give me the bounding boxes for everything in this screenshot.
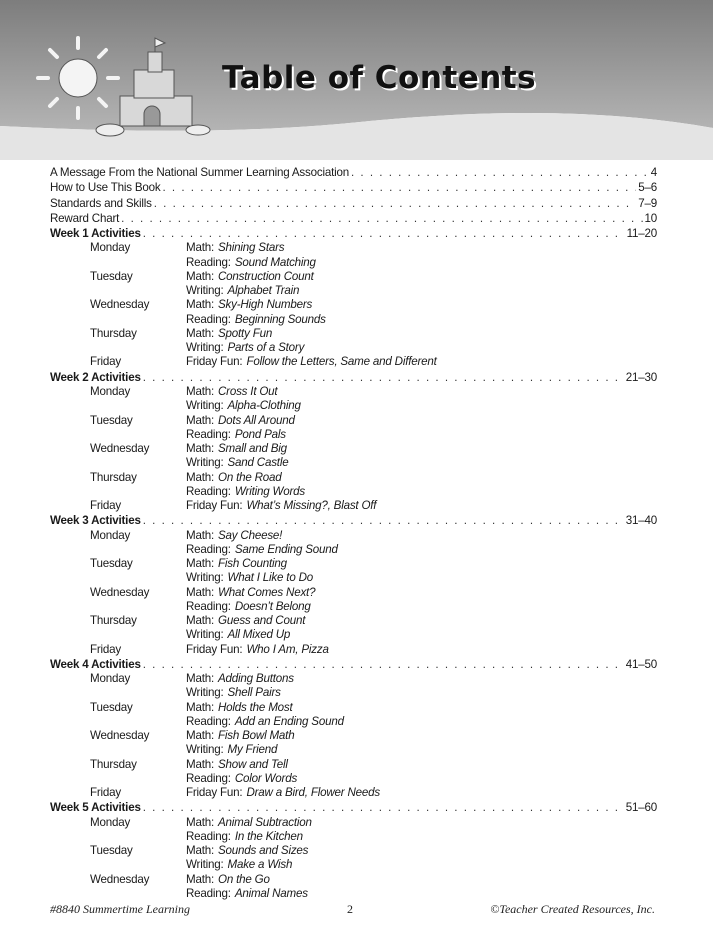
activity-line (50, 557, 657, 571)
activity (186, 485, 305, 499)
page-title: Table of Contents (222, 60, 537, 96)
activity-line (50, 456, 657, 470)
activity (186, 456, 288, 470)
activity-line (50, 256, 657, 270)
day-name: Wednesday (90, 585, 150, 599)
activity-line (50, 327, 657, 341)
activity-subject: Math: (186, 585, 214, 599)
activity-line (50, 442, 657, 456)
activity (186, 816, 312, 830)
activity-line (50, 758, 657, 772)
activity (186, 284, 299, 298)
activity (186, 442, 287, 456)
activity-line (50, 686, 657, 700)
day-name: Friday (90, 499, 122, 513)
activity-line (50, 298, 657, 312)
activity-subject: Writing: (186, 284, 224, 298)
activity-line (50, 414, 657, 428)
toc-entry-page: 4 (650, 166, 657, 179)
dot-leader (162, 180, 636, 195)
activity-line (50, 241, 657, 255)
activity-title: Shell Pairs (227, 686, 281, 700)
activity-subject: Reading: (186, 886, 231, 900)
toc-entry-page: 41–50 (625, 657, 657, 671)
week-heading (50, 513, 657, 528)
activity-subject: Math: (186, 614, 214, 628)
day-name: Tuesday (90, 844, 133, 858)
activity-title: Say Cheese! (218, 528, 283, 542)
week-heading (50, 800, 657, 815)
activity (186, 858, 292, 872)
day-name: Monday (90, 672, 131, 686)
activity (186, 471, 282, 485)
day-name: Monday (90, 815, 131, 829)
activity-line (50, 628, 657, 642)
activity-subject: Friday Fun: (186, 786, 243, 800)
activity-subject: Math: (186, 269, 214, 283)
activity-title: Parts of a Story (227, 341, 305, 355)
activity-title: Color Words (234, 771, 298, 785)
toc-entry-page: 51–60 (625, 801, 657, 815)
activity-title: Sand Castle (227, 456, 289, 470)
day-name: Tuesday (90, 413, 133, 427)
week-heading (50, 226, 657, 241)
toc-entry-page: 10 (644, 211, 657, 225)
activity (186, 355, 437, 369)
toc-entry-page: 31–40 (625, 514, 657, 528)
header-banner (0, 0, 713, 160)
week-heading (50, 370, 657, 385)
toc-entry-label: Week 1 Activities (50, 227, 141, 241)
activity (186, 313, 326, 327)
activity (186, 686, 281, 700)
activity (186, 873, 270, 887)
activity-subject: Math: (186, 241, 214, 255)
activity-title: Alpha-Clothing (227, 399, 301, 413)
activity (186, 414, 295, 428)
activity-title: Doesn’t Belong (234, 599, 311, 613)
activity-title: Same Ending Sound (234, 542, 338, 556)
activity-line (50, 399, 657, 413)
day-name: Thursday (90, 326, 137, 340)
activity-title: Who I Am, Pizza (246, 642, 329, 656)
dot-leader (154, 196, 637, 211)
activity-title: What’s Missing?, Blast Off (246, 499, 377, 513)
activity-subject: Math: (186, 442, 214, 456)
activity-subject: Reading: (186, 312, 231, 326)
toc-entry-label: Week 5 Activities (50, 801, 141, 815)
day-name: Wednesday (90, 872, 150, 886)
activity-line (50, 614, 657, 628)
activity-line (50, 715, 657, 729)
activity-title: Spotty Fun (218, 326, 273, 340)
sun-icon (38, 38, 118, 118)
activity-title: All Mixed Up (227, 628, 291, 642)
footer-book-id: #8840 Summertime Learning (50, 902, 190, 916)
activity-subject: Math: (186, 872, 214, 886)
activity-line (50, 887, 657, 901)
activity (186, 270, 314, 284)
day-name: Friday (90, 786, 122, 800)
activity-subject: Reading: (186, 427, 231, 441)
day-name: Thursday (90, 614, 137, 628)
activity-title: Writing Words (234, 484, 306, 498)
activity (186, 557, 287, 571)
activity-subject: Math: (186, 298, 214, 312)
dot-leader (143, 370, 624, 385)
activity-title: Add an Ending Sound (234, 714, 344, 728)
activity-line (50, 858, 657, 872)
activity-subject: Friday Fun: (186, 355, 243, 369)
activity-title: My Friend (227, 743, 278, 757)
activity-subject: Math: (186, 557, 214, 571)
activity-line (50, 672, 657, 686)
activity (186, 887, 308, 901)
activity-subject: Writing: (186, 628, 224, 642)
activity-line (50, 385, 657, 399)
activity (186, 614, 305, 628)
activity-title: What Comes Next? (218, 585, 316, 599)
activity-line (50, 313, 657, 327)
toc-entry (50, 165, 657, 180)
activity-subject: Writing: (186, 686, 224, 700)
activity-subject: Math: (186, 757, 214, 771)
activity-line (50, 428, 657, 442)
activity-line (50, 471, 657, 485)
activity-line (50, 816, 657, 830)
activity-subject: Writing: (186, 858, 224, 872)
activity-line (50, 743, 657, 757)
activity-title: Cross It Out (218, 385, 278, 399)
day-name: Thursday (90, 757, 137, 771)
activity-subject: Writing: (186, 341, 224, 355)
activity-title: In the Kitchen (234, 829, 303, 843)
activity-subject: Reading: (186, 829, 231, 843)
activity (186, 327, 272, 341)
activity-title: On the Road (218, 470, 282, 484)
activity-subject: Reading: (186, 714, 231, 728)
activity (186, 743, 277, 757)
toc-entry-page: 11–20 (626, 227, 657, 241)
day-name: Wednesday (90, 298, 150, 312)
day-name: Friday (90, 642, 122, 656)
activity-line (50, 341, 657, 355)
activity (186, 543, 338, 557)
toc-entry-label: Week 3 Activities (50, 514, 141, 528)
activity-subject: Writing: (186, 743, 224, 757)
activity-subject: Math: (186, 844, 214, 858)
toc-entry-page: 21–30 (625, 370, 657, 384)
activity-title: Alphabet Train (227, 284, 300, 298)
toc-entry-label: How to Use This Book (50, 181, 161, 195)
activity-subject: Reading: (186, 599, 231, 613)
activity-line (50, 355, 657, 369)
activity (186, 600, 311, 614)
day-name: Friday (90, 355, 122, 369)
activity-title: Guess and Count (218, 614, 306, 628)
activity-subject: Math: (186, 470, 214, 484)
activity-line (50, 786, 657, 800)
activity-title: Holds the Most (218, 700, 293, 714)
dot-leader (351, 165, 649, 180)
dot-leader (121, 211, 642, 226)
day-name: Tuesday (90, 557, 133, 571)
activity-subject: Writing: (186, 399, 224, 413)
activity (186, 701, 293, 715)
activity (186, 428, 286, 442)
activity-subject: Reading: (186, 484, 231, 498)
dot-leader (143, 513, 624, 528)
activity-title: Sound Matching (234, 255, 316, 269)
activity-title: Show and Tell (218, 757, 288, 771)
activity (186, 786, 380, 800)
activity-subject: Friday Fun: (186, 499, 243, 513)
dot-leader (143, 226, 625, 241)
toc-entry-page: 7–9 (638, 196, 657, 210)
activity-line (50, 830, 657, 844)
activity-line (50, 543, 657, 557)
activity-subject: Reading: (186, 255, 231, 269)
activity-subject: Math: (186, 413, 214, 427)
activity (186, 385, 277, 399)
activity-title: Sounds and Sizes (218, 844, 309, 858)
activity-line (50, 499, 657, 513)
activity-subject: Math: (186, 528, 214, 542)
activity (186, 715, 344, 729)
activity-line (50, 284, 657, 298)
activity-line (50, 529, 657, 543)
toc-entry (50, 196, 657, 211)
day-name: Thursday (90, 470, 137, 484)
activity-title: Follow the Letters, Same and Different (246, 355, 437, 369)
day-name: Tuesday (90, 269, 133, 283)
activity-subject: Friday Fun: (186, 642, 243, 656)
toc-entry-label: Reward Chart (50, 211, 120, 225)
activity-line (50, 772, 657, 786)
activity-line (50, 643, 657, 657)
toc-entry-page: 5–6 (638, 181, 657, 195)
activity (186, 256, 316, 270)
activity-subject: Reading: (186, 771, 231, 785)
activity-title: Adding Buttons (218, 672, 294, 686)
activity-subject: Writing: (186, 571, 224, 585)
activity-line (50, 701, 657, 715)
activity-subject: Writing: (186, 456, 224, 470)
activity-line (50, 873, 657, 887)
activity-line (50, 600, 657, 614)
day-name: Monday (90, 241, 131, 255)
activity (186, 529, 282, 543)
dot-leader (143, 657, 624, 672)
day-name: Wednesday (90, 729, 150, 743)
day-name: Tuesday (90, 700, 133, 714)
activity-title: Pond Pals (234, 427, 286, 441)
toc-entry (50, 180, 657, 195)
footer-publisher: ©Teacher Created Resources, Inc. (490, 902, 655, 916)
activity-line (50, 729, 657, 743)
activity-title: Animal Subtraction (218, 815, 312, 829)
activity-subject: Math: (186, 672, 214, 686)
activity-subject: Math: (186, 326, 214, 340)
activity (186, 341, 304, 355)
activity-title: Draw a Bird, Flower Needs (246, 786, 380, 800)
activity (186, 672, 294, 686)
toc-entry-label: A Message From the National Summer Learning Association (50, 166, 349, 179)
activity-title: Animal Names (234, 886, 308, 900)
activity (186, 571, 313, 585)
activity-line (50, 844, 657, 858)
activity-title: Dots All Around (218, 413, 295, 427)
activity-subject: Math: (186, 385, 214, 399)
activity-subject: Math: (186, 815, 214, 829)
dot-leader (143, 800, 624, 815)
activity-title: Small and Big (218, 442, 287, 456)
activity-title: Beginning Sounds (234, 312, 326, 326)
activity (186, 758, 288, 772)
activity-title: Fish Bowl Math (218, 729, 295, 743)
activity-line (50, 485, 657, 499)
activity (186, 628, 290, 642)
activity (186, 729, 294, 743)
activity (186, 830, 303, 844)
toc-entry-label: Week 2 Activities (50, 370, 141, 384)
activity-title: What I Like to Do (227, 571, 314, 585)
activity-line (50, 571, 657, 585)
day-name: Monday (90, 385, 131, 399)
day-name: Wednesday (90, 442, 150, 456)
activity (186, 298, 312, 312)
toc-entry-label: Standards and Skills (50, 196, 152, 210)
activity-title: Sky-High Numbers (218, 298, 313, 312)
toc-entry (50, 211, 657, 226)
activity-subject: Reading: (186, 542, 231, 556)
activity-line (50, 270, 657, 284)
week-heading (50, 657, 657, 672)
activity-title: Fish Counting (218, 557, 287, 571)
activity (186, 241, 284, 255)
toc-entry-label: Week 4 Activities (50, 657, 141, 671)
activity-subject: Math: (186, 700, 214, 714)
activity (186, 844, 308, 858)
activity (186, 586, 315, 600)
footer-page-number: 2 (347, 902, 353, 916)
activity (186, 772, 297, 786)
activity-subject: Math: (186, 729, 214, 743)
activity (186, 499, 376, 513)
activity-title: Construction Count (218, 269, 314, 283)
day-name: Monday (90, 528, 131, 542)
activity-title: Make a Wish (227, 858, 293, 872)
activity (186, 643, 329, 657)
activity-line (50, 586, 657, 600)
table-of-contents (50, 165, 657, 901)
activity-title: On the Go (218, 872, 270, 886)
activity-title: Shining Stars (218, 241, 285, 255)
activity (186, 399, 301, 413)
